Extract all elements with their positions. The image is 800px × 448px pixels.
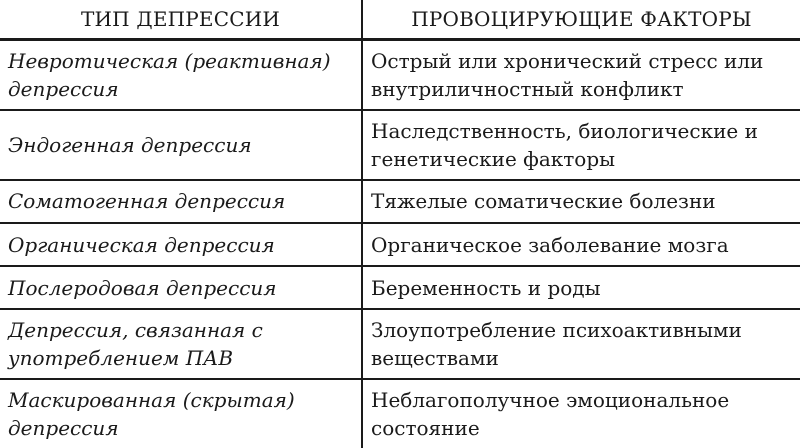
provoking-factor-cell: Тяжелые соматические болезни (362, 180, 800, 223)
table-row (0, 266, 800, 309)
depression-type-cell: Соматогенная депрессия (0, 180, 362, 223)
table-row (0, 110, 800, 180)
table-row (0, 180, 800, 223)
provoking-factor-cell: Острый или хронический стресс или внутриличностный конфликт (362, 40, 800, 110)
table-row (0, 309, 800, 379)
depression-type-cell: Маскированная (скрытая) депрессия (0, 379, 362, 448)
depression-type-cell: Невротическая (реактивная) депрессия (0, 40, 362, 110)
column-header-type: ТИП ДЕПРЕССИИ (0, 0, 362, 40)
provoking-factor-cell: Органическое заболевание мозга (362, 223, 800, 266)
depression-type-cell: Эндогенная депрессия (0, 110, 362, 180)
table-header-row (0, 0, 800, 40)
provoking-factor-cell: Злоупотребление психоактивными веществами (362, 309, 800, 379)
column-header-factors: ПРОВОЦИРУЮЩИЕ ФАКТОРЫ (362, 0, 800, 40)
depression-type-cell: Послеродовая депрессия (0, 266, 362, 309)
provoking-factor-cell: Неблагополучное эмоциональное состояние (362, 379, 800, 448)
depression-type-cell: Депрессия, связанная с употреблением ПАВ (0, 309, 362, 379)
provoking-factor-cell: Беременность и роды (362, 266, 800, 309)
table-row (0, 40, 800, 110)
table-row (0, 379, 800, 448)
depression-type-cell: Органическая депрессия (0, 223, 362, 266)
table-row (0, 223, 800, 266)
provoking-factor-cell: Наследственность, биологические и генетические факторы (362, 110, 800, 180)
